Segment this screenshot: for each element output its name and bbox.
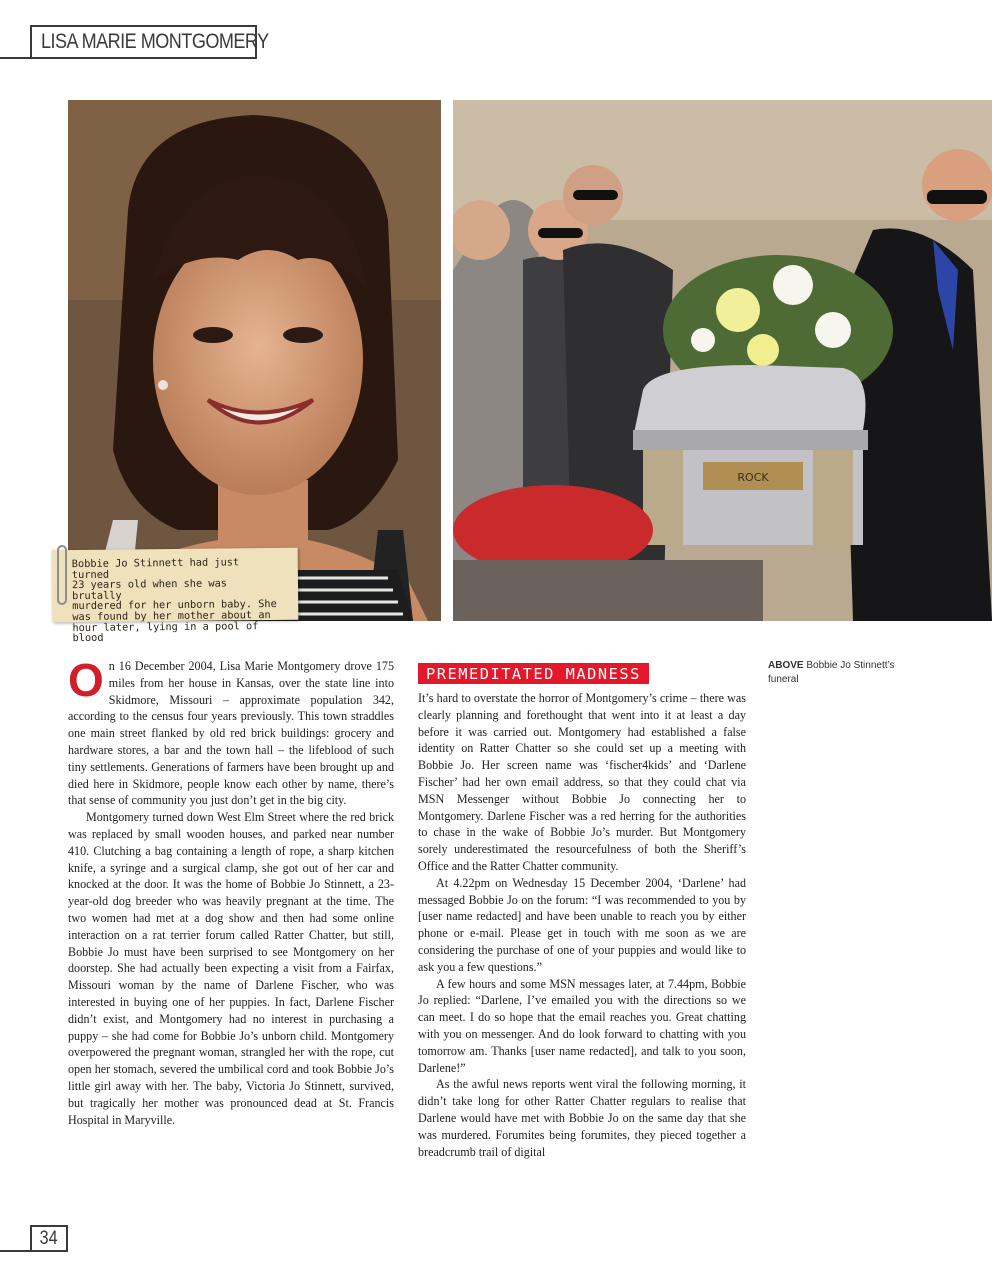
section-title: LISA MARIE MONTGOMERY: [41, 30, 269, 53]
header-rule: [0, 57, 30, 59]
photo-caption: [768, 659, 898, 687]
page-number-box: [30, 1225, 68, 1252]
note-line: hour later, lying in a pool of blood: [72, 619, 259, 645]
subheading: [418, 663, 649, 684]
photo-note: [52, 548, 299, 645]
article-paragraph: A few hours and some MSN messages later, at 7.44pm, Bobbie Jo replied: “Darlene, I’ve emailed you with the directions so we can meet. I do so hope that the email reaches you. Great chatting with you on messenger. And do look forward to chatting with you tomorrow am. Thanks [user name redacted], and talk to you soon, Darlene!”: [418, 976, 746, 1075]
paperclip-icon: [57, 545, 67, 605]
article-paragraph: Montgomery turned down West Elm Street where the red brick was replaced by small wooden houses, and parked near number 410. Clutching a bag containing a length of rope, a sharp kitchen knife, a syringe and a surgical clamp, she got out of her car and knocked at the door. It was the home of Bobbie Jo Stinnett, a 23-year-old dog breeder who was heavily pregnant at the time. The two women had met at a dog show and then had some online interaction on a rat terrier forum called Ratter Chatter, but still, Bobbie Jo must have been surprised to see Montgomery on her doorstep. She had actually been expecting a visit from a Fairfax, Missouri woman by the name of Darlene Fischer, who was interested in buying one of her puppies. In fact, Darlene Fischer didn’t exist, and Montgomery had no interest in purchasing a puppy – she had come for Bobbie Jo’s unborn child. Montgomery overpowered the pregnant woman, strangled her with the rope, cut open her stomach, severed the umbilical cord and took Bobbie Jo’s little girl away with her. The baby, Victoria Jo Stinnett, survived, but tragically her mother was pronounced dead at St. Francis Hospital in Maryville.: [68, 810, 394, 1127]
article-paragraph: [68, 654, 394, 809]
article-column-right: [418, 690, 746, 1160]
note-line: 23 years old when she was brutally: [71, 577, 228, 602]
photo-caption-text: Bobbie Jo Stinnett’s funeral: [768, 660, 895, 685]
note-line: Bobbie Jo Stinnett had just turned: [71, 556, 240, 581]
casket-plate: ROCK: [737, 471, 769, 484]
portrait-photo: [68, 100, 441, 624]
article-paragraph: As the awful news reports went viral the following morning, it didn’t take long for other Ratter Chatter regulars to realise that Darlene would have met with Bobbie Jo on the same day that she was murdered. Forumites being forumites, they pieced together a breadcrumb trail of digital: [418, 1077, 746, 1159]
article-paragraph: At 4.22pm on Wednesday 15 December 2004, ‘Darlene’ had messaged Bobbie Jo on the forum: “I was recommended to you by [user name redacted] and have been unable to reach you by either phone or e-mail. Please get in touch with me soon as we are considering the purchase of one of your puppies and would like to ask you a few questions.”: [418, 875, 746, 974]
subheading-text: PREMEDITATED MADNESS: [426, 664, 641, 683]
photo-note-text: [72, 557, 283, 644]
paragraph-text: n 16 December 2004, Lisa Marie Montgomery drove 175 miles from her house in Kansas, over the state line into Skidmore, Missouri – approximate population 342, according to the census four years previously. This town straddles one main street flanked by old red brick buildings: grocery and hardware stores, a bar and the town hall – the lifeblood of such tiny settlements. Generations of farmers have been brought up and died here in Skidmore, people know each other by name, there’s that sense of community you just don’t get in the big city.: [68, 659, 394, 808]
funeral-illustration: [453, 100, 992, 621]
folio-rule: [0, 1250, 30, 1252]
funeral-photo: [453, 100, 992, 621]
note-line: murdered for her unborn baby. She: [72, 598, 277, 613]
article-paragraph: It’s hard to overstate the horror of Montgomery’s crime – there was clearly planning and forethought that went into it at least a day before it was carried out. Montgomery had established a false identity on Ratter Chatter so she could set up a meeting with Bobbie Jo. Her screen name was ‘fischer4kids’ and ‘Darlene Fischer’ had her own email address, so that they could chat via MSN Messenger without Bobbie Jo connecting her to Montgomery. Darlene Fischer was a red herring for the authorities to chase in the wake of Bobbie Jo’s murder. But Montgomery sorely underestimated the resourcefulness of both the Sheriff’s Office and the Ratter Chatter community.: [418, 691, 746, 873]
page-number: 34: [40, 1227, 58, 1249]
portrait-illustration: [68, 100, 441, 624]
drop-cap: O: [68, 654, 104, 706]
section-header: [30, 25, 269, 59]
article-column-left: [68, 654, 394, 1128]
note-line: was found by her mother about an: [72, 608, 271, 624]
photo-caption-label: ABOVE: [768, 660, 804, 671]
